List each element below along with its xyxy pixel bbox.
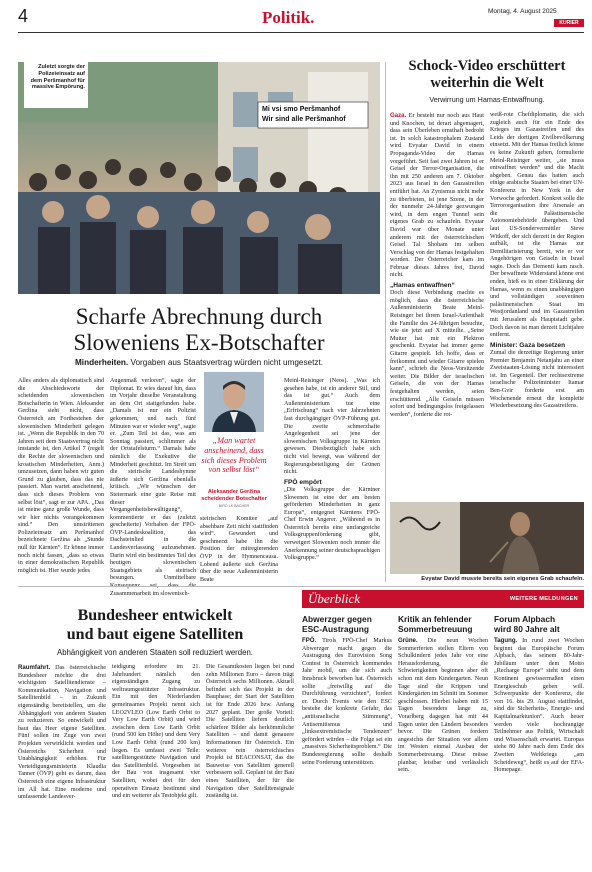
main-headline <box>18 304 380 356</box>
right-article-col2-text: weiß-rote Chefdiplomatin, die sich zugleich auch für ein Ende des Krieges im Gazastreifen und des Leids der dortigen Zivilbevölkerung einsetzt. Mit der Hamas freilich könne es keine Zukunft geben, formulierte Meinl-Reisinger weiter, „sie muss entwaffnet werden“ und die Macht abgeben. Genau das hatten auch einige arabische Staaten bei einer UN-Konferenz in New York in der Vorwoche gefordert. Konkret solle die Terrororganisation ihre Arsenale an die Palästinensische Autonomiebehörde übergeben. Und laut US-Sondervermittler Steve Witkoff, der sich derzeit in der Region aufhält, ist die Hamas zur Demilitarisierung bereit, wie er vor Angehörigen von Geiseln in Israel sagte. Doch das Dementi kam rasch. Der bewaffnete Widerstand könne erst enden, hieß es in einer Erklärung der Hamas, wenn es einen unabhängigen und vollständigen souveränen palästinensischen Staat im Westjordanland und im Gazastreifen mit Jerusalem als Hauptstadt gebe. Doch davon ist man derzeit Lichtjahre entfernt. <box>490 112 584 339</box>
overview-item-2-text <box>398 637 488 863</box>
overview-banner <box>302 590 584 608</box>
bottom-article-lead: Raumfahrt. <box>18 664 51 671</box>
right-headline-line1: Schock-Video erschüttert <box>408 58 566 74</box>
overview-item-3-title-line2: wird 80 Jahre alt <box>494 624 560 634</box>
right-article-col2-b: Zumal die derzeitige Regierung unter Premier Benjamin Netanjahu an einer Zweistaaten-Lösung nicht interessiert ist. Im Gegenteil. Der rechtsextreme israelische Polizeiminister Itamar Ben-Gvir forderte erst am Wochenende erneut die komplette Wiederbesetzung des Gazastreifens. <box>490 350 584 410</box>
main-headline-line2: Sloweniens Ex-Botschafter <box>73 330 325 355</box>
header-rule <box>18 32 584 33</box>
page-number: 4 <box>18 6 29 26</box>
right-headline <box>390 58 584 92</box>
overview-item-2-title-line2: Sommerbetreuung <box>398 624 473 634</box>
portrait-photo <box>204 372 264 432</box>
section-divider <box>18 586 584 587</box>
hostage-photo-caption: Evyatar David musste bereits sein eigenes Grab schaufeln. <box>421 576 584 582</box>
overview-item-2-lead: Grüne. <box>398 637 418 644</box>
main-article-col4 <box>284 378 380 574</box>
overview-item-2-title-line1: Kritik an fehlender <box>398 614 472 624</box>
bottom-headline-line1: Bundesheer entwickelt <box>77 607 233 624</box>
pull-quote: „Man wartet anscheinend, dass sich dieses Problem von selbst löst“ <box>201 436 267 475</box>
right-article-subhead-1: „Hamas entwaffnen“ <box>390 282 455 290</box>
issue-date: Montag, 4. August 2025 <box>488 8 557 15</box>
main-article-col1: Alles anders als diplomatisch sind die Abschiedsworte der scheidenden slowenischen Botschafterin in Wien. Aleksander Geržina sieht nicht, dass Österreich am Fortbestehen der slowenischen Minderheit gelegen ist. „Wenn die Republik in den 70 Jahren seit dem Staatsvertrag nicht imstande ist, den Artikel 7 (regelt die Rechte der slowenischen und kroatischen Minderheiten, Anm.) umzusetzen, dann haben wir guten Grund zu glauben, dass das nie passiert. Man wartet anscheinend, dass sich dieses Problem von selbst löst“, sagt er zur APA. „Das ist meine ganz große Wunde, dass wir hier nichts vorangekommen sind.“ Den umstrittenen Polizeieinsatz am Peršmanhof bezeichnete Geržina als „Stunde null für Kärnten“. Er könne immer noch nicht fassen, „dass so etwas in einer demokratischen Republik möglich ist. Hier wurde jedes <box>18 378 104 574</box>
main-subhead <box>18 358 380 367</box>
photo-caption-box <box>24 62 88 108</box>
main-article-col2: Augenmaß verloren“, sagte der Diplomat. Er wies darauf hin, dass im Vorjahr dieselbe Veranstaltung an dem Ort stattgefunden habe. „Damals ist nur ein Polizist gekommen, und nach fünf Minuten war er wieder weg“, sagte er. „Zum Teil ist das, was am Sonntag passiert, schlimmer als der Ortstafelsturm.“ Damals habe nämlich die Exekutive die Minderheit geschützt. Im Streit um die steirische Landeshymne äußerte sich Geržina ebenfalls kritisch. „Wir wünschen der Steiermark eine gute Reise mit dieser Vergangenheitsbewältigung“, kommentierte er das (zuletzt gescheiterte) Vorhaben der FPÖ-ÖVP-Landeskoalition, das Dachsteinlied in die Landesverfassung aufzunehmen. Darin wird ein bestimmtes Teil des heutigen slowenischen Staatsgebiets als steirisch besungen. Unmittelbare Zusammenarbeit im slowenisch- <box>110 378 196 597</box>
main-article-subhead: FPÖ empört <box>284 478 322 486</box>
right-article-col1-b: Doch diese Verbindung machte es möglich, dass die österreichische Außenministerin Beate Meinl-Reisinger bei ihrem Israel-Aufenthalt die Familie des 24-Jährigen besuchte, wie sie jetzt auf X mitteilte. „Seine Mutter hat mir ein Plektron geschenkt. Evyatar hat immer gerne Gitarre gespielt. Ich hoffe, dass er freikommt und wieder Gitarre spielen kann“, schrieb die Neos-Vorsitzende weiter. Die Bilder der israelischen Geiseln, die von der Hamas festgehalten werden, seien erschütternd. „Alle Geiseln müssen sofort und bedingungslos freigelassen werden“, forderte die rot- <box>390 290 484 418</box>
right-article-lead: Gaza. <box>390 112 407 119</box>
overview-item-3 <box>494 614 584 863</box>
bottom-subhead: Abhängigkeit von anderen Staaten soll reduziert werden. <box>57 648 253 657</box>
bottom-article-col1-text: Das österreichische Bundesheer möchte die drei wichtigsten Satellitendienste – Kommunikation, Navigation und Satellitenbild – in Zukunft eigenständig bereitstellen, um die Abhängigkeit von anderen Staaten zu reduzieren. So entwickelt und baut das Heer eigene Satelliten. Fünf sollen im Zuge von zwei Projekten verwirklicht werden und Österreichs Sicherheit und Unabhängigkeit erhöhen. Für Verteidigungsministerin Klaudia Tanner (ÖVP) geht es darum, dass Österreich eine eigene Infrastruktur im All hat. Eine moderne und umfassende Landesver- <box>18 665 106 801</box>
overview-item-1-text <box>302 637 392 863</box>
bottom-article-col2: teidigung erfordere im 21. Jahrhundert nämlich den eigenständigen Zugang zu weltraumgestützter Infrastruktur. Ein mit den Niederlanden gemeinsames Projekt nennt sich LEO2VLEO (Low Earth Orbit to Very Low Earth Orbit) und wird zwischen dem Low Earth Orbit (rund 500 km Höhe) und dem Very Low Earth Orbit (rund 200 km) liegen. Es umfasst zwei Teile: satellitengestützte Navigation und das Satellitenbild. Vorgesehen ist der Bau von insgesamt vier Satelliten, wobei drei für den operativen Einsatz bestimmt sind und ein weiterer als Testobjekt gilt. <box>112 664 200 800</box>
protest-sign-line2: Wir sind alle Peršmanhof <box>262 116 346 123</box>
main-subhead-lead: Minderheiten. <box>74 358 129 367</box>
bottom-headline-line2: und baut eigene Satelliten <box>66 626 244 643</box>
main-article-col4-top: Meinl-Reisinger (Neos). „Was ich gesehen habe, ist ein anderer Stil, und das ist gut.“ Auch dem Außenministerium tue eine „Erfrischung“ nach vier Jahrzehnten fast durchgängiger ÖVP-Führung gut. Die zweite schmerzhafte Angelegenheit sei jene der slowenischen Volksgruppe in Kärnten gewesen. Diesbezüglich habe sich nicht viel bewegt, was während der Regierungsbeteiligung der Grünen nicht. <box>284 378 380 476</box>
overview-item-1-title-line1: Abwerzger gegen <box>302 614 372 624</box>
right-subhead: Verwirrung um Hamas-Entwaffnung. <box>429 95 545 104</box>
main-article-col4-bottom: „Die Volksgruppe der Kärntner Slowenen ist eine der am besten geförderten Minderheiten in ganz Europa“, entgegnet Kärntens FPÖ-Chef Erwin Angerer. „Während es in Österreich bereits eine umfangreiche Volksgruppenförderung gibt, verweigert Slowenien noch immer die Anerkennung seiner deutschsprachigen Volksgruppe.“ <box>284 486 380 562</box>
brand-logo: KURIER <box>554 19 584 27</box>
photo-credit: BIRO LK BACHER <box>218 504 250 508</box>
bottom-headline <box>18 606 292 644</box>
overview-item-3-body: In rund zwei Wochen beginnt das Europäische Forum Alpbach, das seinem 80-Jahr-Jubiläum unter dem Motto „Recharge Europe“ steht und dem Kontinent gewissermaßen einen Energieschub geben will. Schwerpunkte der Konferenz, die von 16. bis 29. August stattfindet, sind die Sicherheits-, Energie- und Kapitalmarktunion“. Auch heuer werden viele hochrangige Teilnehmer aus Politik, Wirtschaft und Wissenschaft erwartet. Europas stehe 80 Jahre nach dem Ende des Zweiten Weltkriegs „am Scheideweg“, heißt es auf der EFA-Homepage. <box>494 638 584 774</box>
overview-item-1-lead: FPÖ. <box>302 637 317 644</box>
right-article-col1-text: Er besteht nur noch aus Haut und Knochen, ist derart abgemagert, dass sein Überleben ernsthaft bedroht ist. In solch katastrophalem Zustand wird Evyatar David in einem Propaganda-Video der Hamas vorgeführt. Seit fast zwei Jahren ist er Geisel der Terror-Organisation, die ihn mit 250 anderen am 7. Oktober 2023 aus Israel in den Gazastreifen entführt hat. An Zynismus nicht mehr zu überbieten, ist jene Szene, in der der nunmehr 24-Jährige gezwungen wird, in dem engen Tunnel sein eigenes Grab zu schaufeln. Evyatar David war über Monate unter anderem mit der österreichischen Geisel Tal Shoham im selben Verschlag von der Hamas festgehalten worden. Der Österreicher kam im Februar dieses Jahres frei, David nicht. <box>390 113 484 279</box>
overview-label-right: WEITERE MELDUNGEN <box>509 596 578 602</box>
right-headline-line2: weiterhin die Welt <box>430 75 544 91</box>
bottom-article-col3: Die Gesamtkosten liegen bei rund zehn Millionen Euro – davon trägt Österreich sechs Millionen. Aktuell befindet sich das Projekt in der Bauphase; der Start der Satelliten ist für Ende 2026 bzw. Anfang 2027 geplant. Der große Vorteil: Die Satelliten liefern deutlich schärfere Bilder als herkömmliche Satelliten – und damit genauere Informationen für Österreich. Ein weiteres rein österreichisches Projekt ist BEACONSAT, das die Bauweise von Satelliten generell verbessern soll. Geplant ist der Bau eines Satelliten, der für die Navigation über Satellitensignale zuständig ist. <box>206 664 294 800</box>
overview-item-3-lead: Tagung. <box>494 637 518 644</box>
right-article-col1 <box>390 112 484 498</box>
section-title: Politik. <box>262 8 315 27</box>
main-subhead-rest: Vorgaben aus Staatsvertrag würden nicht umgesetzt. <box>128 358 324 367</box>
page-header <box>0 0 592 40</box>
overview-item-3-title-line1: Forum Alpbach <box>494 614 556 624</box>
overview-item-2 <box>398 614 488 863</box>
overview-label: Überblick <box>308 591 360 606</box>
quote-author: Aleksander Geržina <box>207 489 261 495</box>
quote-author-role: scheidender Botschafter <box>201 496 267 502</box>
main-article-col3: steirischen Komitee „auf absehbare Zeit nicht stattfinden wird“. Gewundert und geschmerzt habe ihn die Position der mitregierenden ÖVP in der Hymnencausa. Lobend äußerte sich Geržina über die neue Außenministerin Beate <box>200 516 278 583</box>
protest-photo <box>18 62 380 294</box>
photo-caption: Zuletzt sorgte der Polizeieinsatz auf dem Peršmanhof für massive Empörung. <box>30 64 85 91</box>
overview-item-1-body: Tirols FPÖ-Chef Markus Abwerzger macht gegen die Austragung des Eurovision Song Contest in Österreich kommendes Jahr mobil, um die sich auch Innsbruck beworben hat. Österreich sollte „freiwillig auf die Durchführung verzichten“, fordert er. Durch Events wie den ESC bestehe die konkrete Gefahr, das „antiisraelische Stimmung“, Antisemitismus und „linksextremistische Tendenzen“ gefördert würden – die Folge sei ein „massives Sicherheitsproblem.“ Die Bundesregierung sollte deshalb seine Forderung unterstützen. <box>302 638 392 766</box>
person-portrait-icon <box>204 372 264 432</box>
overview-item-2-body: Die neun Wochen Sommerferien stellen Eltern von Schulkindern jedes Jahr vor eine Herausforderung, die Schwierigkeiten beginnen aber oft schon mit dem Kindergarten. Neun Tage sind die Krippen und Kindergärten im Schnitt im Sommer geschlossen. Hierbei haben mit 15 Tagen besonders lange zu, Vorarlberg dagegen hat mit 44 Tagen unter den Ländern besonders bevor. Die Grünen fordern angesichts der Situation vor allem im Westen einmal Ausbau der Sommerbetreuung. Diese müsse planbar, leistbar und verlässlich sein. <box>398 638 488 774</box>
overview-item-1-title-line2: ESC-Austragung <box>302 624 369 634</box>
right-article-col2 <box>490 112 584 498</box>
overview-item-1 <box>302 614 392 863</box>
hostage-photo <box>390 502 584 574</box>
tunnel-illustration <box>390 502 584 574</box>
overview-item-3-text <box>494 637 584 863</box>
column-divider <box>385 62 386 582</box>
protest-sign-line1: Mi vsi smo Peršmanhof <box>262 106 341 113</box>
right-article-subhead-2: Minister: Gaza besetzen <box>490 341 566 349</box>
main-headline-line1: Scharfe Abrechnung durch <box>75 304 323 329</box>
bottom-article-col1 <box>18 664 106 864</box>
